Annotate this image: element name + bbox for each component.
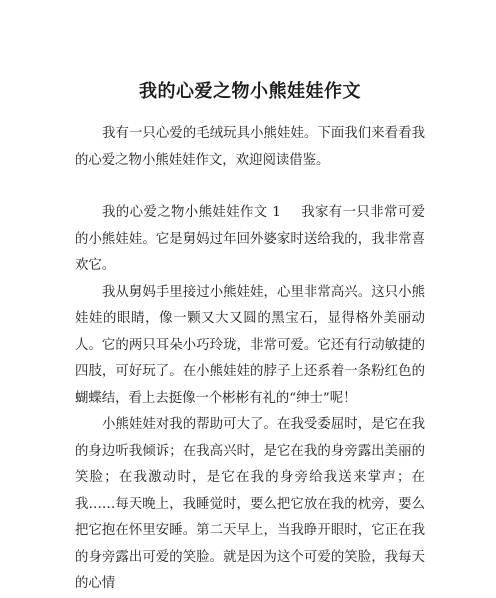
essay-first-paragraph xyxy=(75,200,425,280)
document-title: 我的心爱之物小熊娃娃作文 xyxy=(139,81,361,102)
essay-heading: 我的心爱之物小熊娃娃作文 1 xyxy=(102,205,281,220)
essay-first-text: 我家有一只非常可爱的小熊娃娃。它是舅妈过年回外婆家时送给我的，我非常喜欢它。 xyxy=(75,205,426,273)
body-paragraph-2: 小熊娃娃对我的帮助可大了。在我受委屈时，是它在我的身边听我倾诉；在我高兴时，是它在我的身旁露出美丽的笑脸；在我激动时，是它在我的身旁给我送来掌声；在我……每天晚上，我睡觉时，要么把它放在我的枕旁，要么把它抱在怀里安睡。第二天早上，当我睁开眼时，它正在我的身旁露出可爱的笑脸。就是因为这个可爱的笑脸，我每天的心情 xyxy=(75,417,425,591)
body-paragraph-1: 我从舅妈手里接过小熊娃娃，心里非常高兴。这只小熊娃娃的眼睛，像一颗又大又圆的黑宝石，显得格外美丽动人。它的两只耳朵小巧玲珑，非常可爱。它还有行动敏捷的四肢，可好玩了。在小熊娃娃的脖子上还系着一条粉红色的蝴蝶结，看上去挺像一个彬彬有礼的“绅士”呢！ xyxy=(75,284,425,406)
intro-paragraph: 我有一只心爱的毛绒玩具小熊娃娃。下面我们来看看我的心爱之物小熊娃娃作文，欢迎阅读借鉴。 xyxy=(75,126,425,168)
